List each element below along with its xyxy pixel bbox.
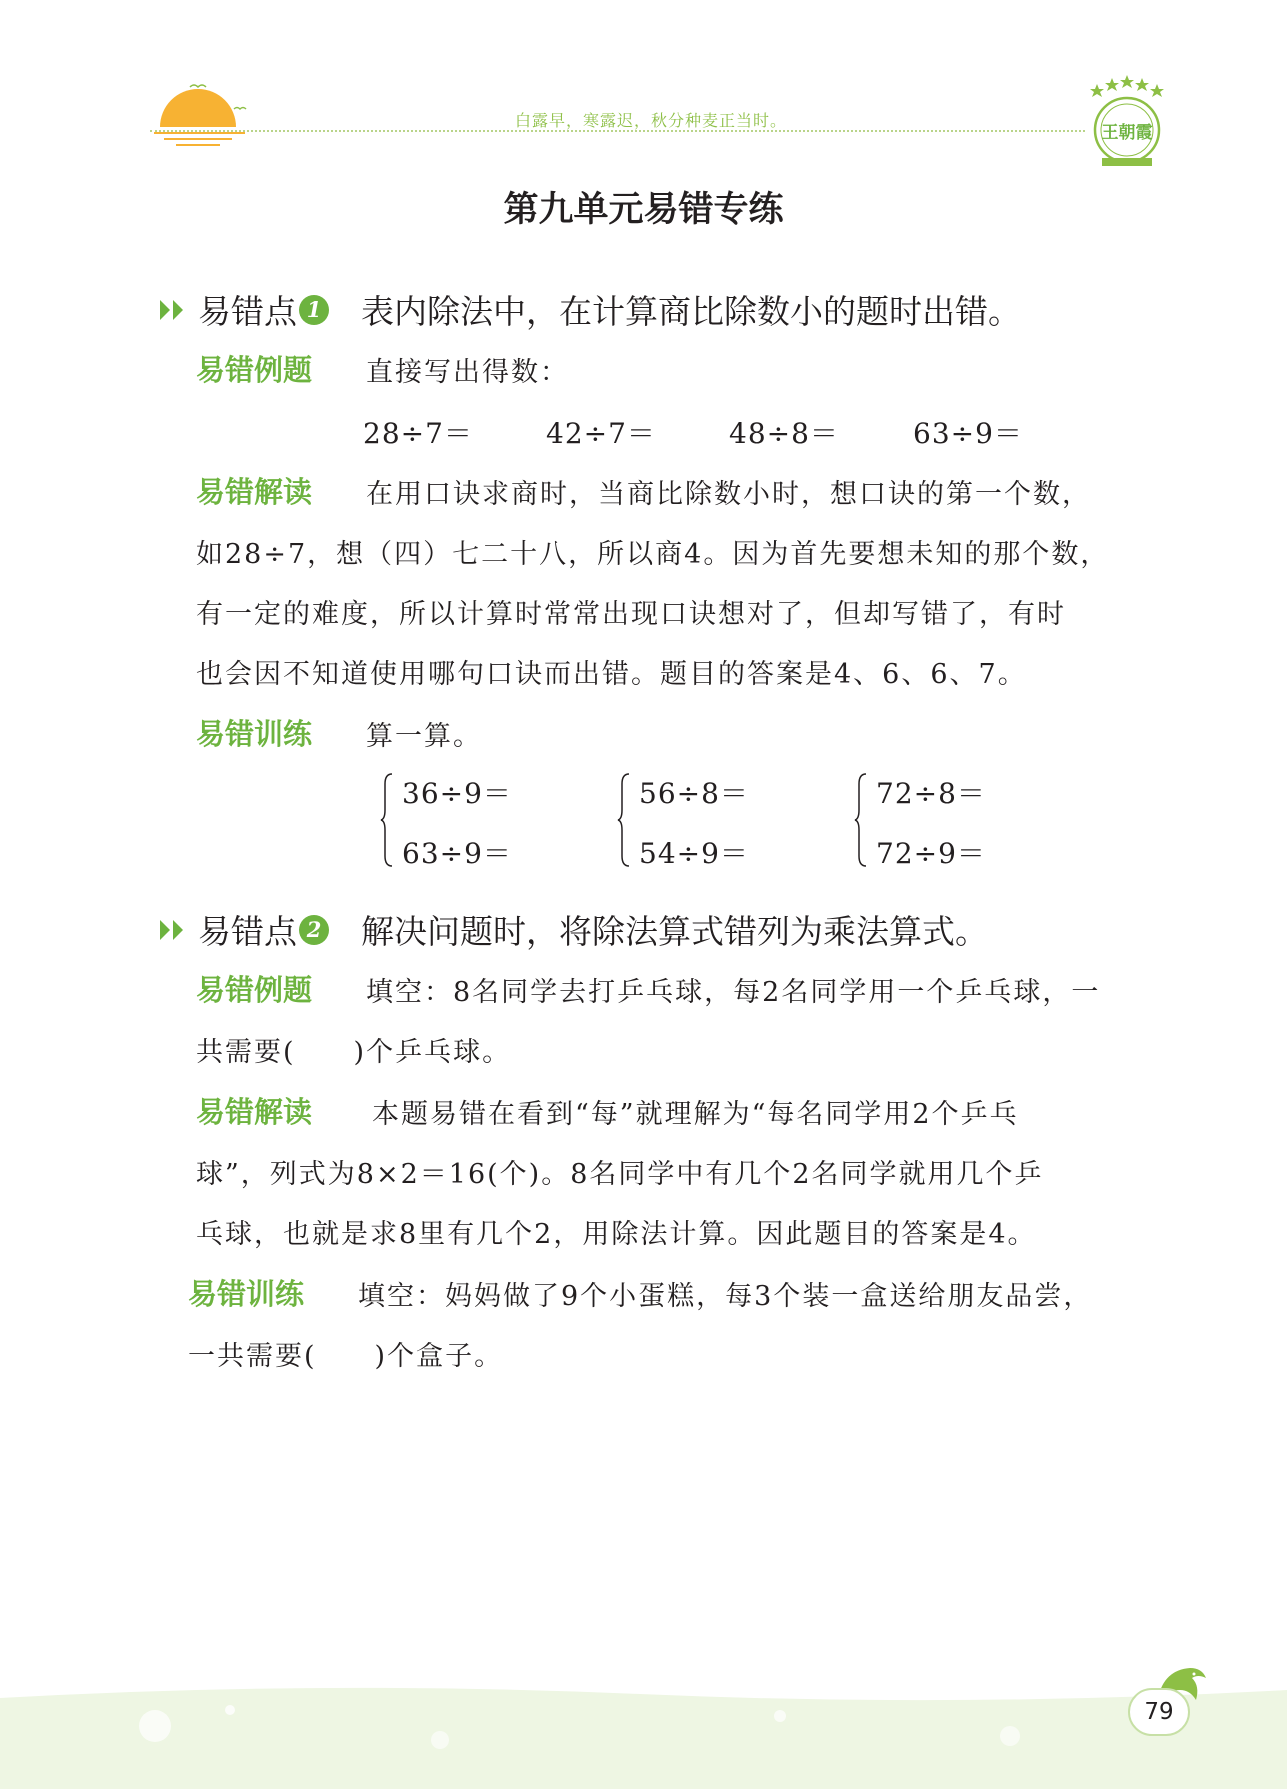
svg-text:王朝霞: 王朝霞: [1101, 123, 1153, 143]
error-point-1-heading: [158, 286, 1021, 333]
footer-bubbles: [0, 1680, 1287, 1789]
example-equation: 48÷8＝: [729, 417, 839, 450]
point-number-badge: 1: [299, 295, 329, 325]
example-line: 填空：8名同学去打乒乓球，每2名同学用一个乒乓球，一: [366, 977, 1101, 1008]
page-number: 79: [1128, 1688, 1190, 1736]
left-brace-icon: [854, 772, 868, 868]
brand-logo: [1082, 72, 1172, 172]
example-equation: 28÷7＝: [363, 417, 473, 450]
explain-label: 易错解读: [196, 1095, 313, 1129]
header-motto: 白露早，寒露迟，秋分种麦正当时。: [515, 111, 788, 130]
example-label: 易错例题: [196, 353, 313, 387]
error-point-2-heading: [158, 906, 988, 953]
practice-equation: 72÷8＝: [876, 777, 986, 810]
explain-line: 在用口诀求商时，当商比除数小时，想口诀的第一个数，: [366, 479, 1091, 510]
practice-instruction: 算一算。: [366, 721, 482, 752]
practice-equation: 54÷9＝: [639, 837, 749, 870]
explain-line: 乓球，也就是求8里有几个2，用除法计算。因此题目的答案是4。: [196, 1219, 1037, 1250]
point-number-badge: 2: [299, 915, 329, 945]
practice-line: 一共需要( )个盒子。: [188, 1341, 504, 1372]
explain-line: 有一定的难度，所以计算时常常出现口诀想对了，但却写错了，有时: [196, 599, 1066, 630]
sunset-icon: [150, 75, 250, 150]
error-point-label: 易错点: [198, 292, 297, 331]
practice-line: 填空：妈妈做了9个小蛋糕，每3个装一盒送给朋友品尝，: [358, 1281, 1093, 1312]
example-equation: 42÷7＝: [546, 417, 656, 450]
error-point-label: 易错点: [198, 912, 297, 951]
error-point-description: 表内除法中，在计算商比除数小的题时出错。: [361, 292, 1021, 331]
left-brace-icon: [617, 772, 631, 868]
example-line: 共需要( )个乒乓球。: [196, 1037, 512, 1068]
explain-label: 易错解读: [196, 475, 313, 509]
example-label: 易错例题: [196, 973, 313, 1007]
page-title: 第九单元易错专练: [503, 190, 784, 230]
practice-equation: 36÷9＝: [402, 777, 512, 810]
double-arrow-icon: [158, 915, 192, 945]
error-point-description: 解决问题时，将除法算式错列为乘法算式。: [361, 912, 988, 951]
explain-line: 本题易错在看到“每”就理解为“每名同学用2个乒乓: [372, 1099, 1019, 1130]
example-equation: 63÷9＝: [913, 417, 1023, 450]
left-brace-icon: [380, 772, 394, 868]
practice-label: 易错训练: [188, 1277, 305, 1311]
explain-line: 也会因不知道使用哪句口诀而出错。题目的答案是4、6、6、7。: [196, 659, 1027, 690]
practice-equation: 72÷9＝: [876, 837, 986, 870]
double-arrow-icon: [158, 295, 192, 325]
explain-line: 球”，列式为8×2＝16(个)。8名同学中有几个2名同学就用几个乒: [196, 1159, 1044, 1190]
example-instruction: 直接写出得数：: [366, 357, 569, 388]
practice-equation: 63÷9＝: [402, 837, 512, 870]
practice-label: 易错训练: [196, 717, 313, 751]
explain-line: 如28÷7，想（四）七二十八，所以商4。因为首先要想未知的那个数，: [196, 539, 1110, 570]
practice-equation: 56÷8＝: [639, 777, 749, 810]
